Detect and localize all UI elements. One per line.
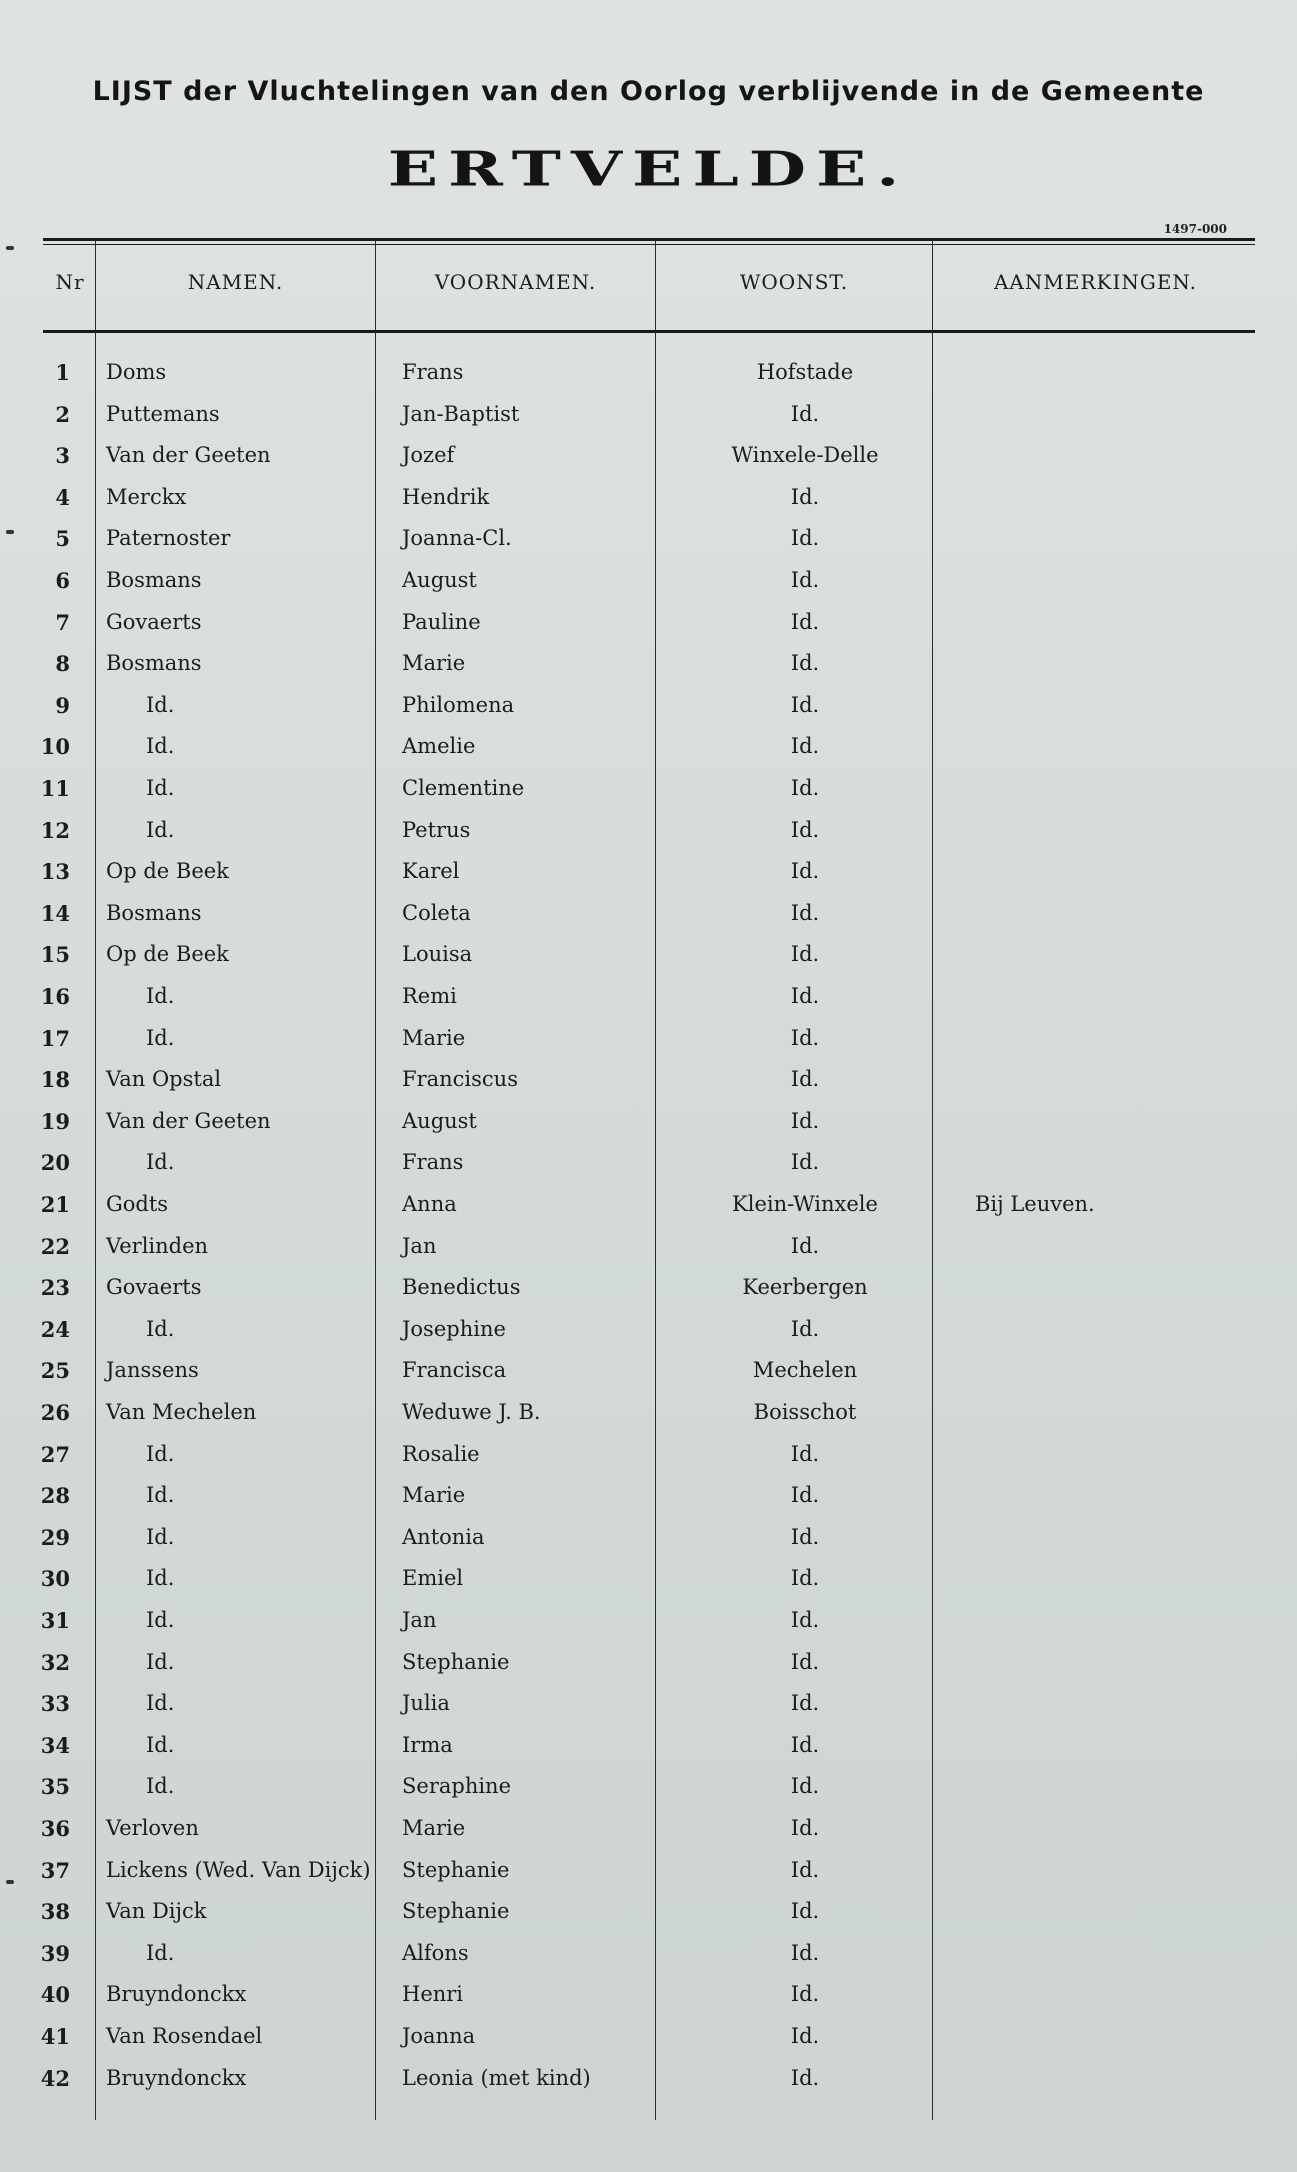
table-row <box>0 1067 1297 1107</box>
row-number: 21 <box>40 1192 70 1217</box>
print-code: 1497-000 <box>1163 222 1227 236</box>
row-woonst: Id. <box>790 1691 820 1716</box>
row-voornaam: Clementine <box>402 776 525 800</box>
table-row <box>0 1234 1297 1274</box>
row-naam: Van Mechelen <box>106 1400 257 1424</box>
row-naam: Id. <box>146 1940 175 1965</box>
column-header-nr: Nr <box>55 270 85 294</box>
row-number: 42 <box>40 2065 70 2091</box>
row-naam: Id. <box>146 1483 175 1508</box>
row-naam: Op de Beek <box>106 942 229 967</box>
row-woonst: Id. <box>790 1441 820 1466</box>
row-number: 37 <box>40 1857 70 1883</box>
table-row <box>0 734 1297 774</box>
table-row <box>0 1608 1297 1648</box>
row-number: 26 <box>40 1400 70 1425</box>
row-number: 27 <box>40 1441 70 1467</box>
row-number: 1 <box>55 360 70 385</box>
row-naam: Bosmans <box>106 651 202 676</box>
row-woonst: Id. <box>790 401 820 426</box>
row-woonst: Id. <box>790 1732 820 1757</box>
row-voornaam: Alfons <box>402 1940 469 1965</box>
row-woonst: Id. <box>790 609 820 634</box>
table-row <box>0 1483 1297 1523</box>
row-naam: Op de Beek <box>106 859 229 884</box>
row-number: 2 <box>55 401 70 427</box>
row-woonst: Id. <box>790 1940 820 1965</box>
row-number: 30 <box>40 1566 70 1592</box>
row-woonst: Id. <box>790 900 820 925</box>
table-row <box>0 1026 1297 1066</box>
row-woonst: Klein-Winxele <box>732 1192 878 1216</box>
row-woonst: Id. <box>790 817 820 842</box>
table-row <box>0 1109 1297 1149</box>
row-voornaam: Jan <box>402 1233 437 1258</box>
row-number: 31 <box>40 1608 70 1633</box>
row-voornaam: Marie <box>402 1025 466 1050</box>
row-voornaam: Remi <box>402 984 457 1008</box>
table-row <box>0 1400 1297 1440</box>
row-naam: Verloven <box>106 1816 199 1840</box>
row-number: 3 <box>55 443 70 469</box>
row-number: 29 <box>40 1524 70 1550</box>
row-woonst: Id. <box>790 1108 820 1133</box>
row-woonst: Hofstade <box>756 360 854 384</box>
row-naam: Bruyndonckx <box>106 1982 247 2007</box>
row-naam: Janssens <box>106 1358 199 1383</box>
row-voornaam: Josephine <box>402 1316 506 1341</box>
row-voornaam: Weduwe J. B. <box>402 1400 541 1424</box>
table-row <box>0 1982 1297 2022</box>
row-woonst: Id. <box>790 1233 820 1258</box>
table-row <box>0 1566 1297 1606</box>
table-row <box>0 1358 1297 1398</box>
row-woonst: Id. <box>790 1857 820 1882</box>
row-number: 40 <box>40 1982 70 2008</box>
row-naam: Id. <box>146 734 175 759</box>
row-woonst: Id. <box>790 984 820 1008</box>
row-naam: Van der Geeten <box>106 443 271 468</box>
table-row <box>0 984 1297 1024</box>
header-rule-top <box>43 238 1255 241</box>
table-row <box>0 859 1297 899</box>
row-voornaam: Marie <box>402 651 466 676</box>
row-voornaam: Stephanie <box>402 1649 510 1674</box>
row-naam: Van Rosendael <box>106 2024 263 2048</box>
row-voornaam: Benedictus <box>402 1275 521 1300</box>
row-number: 41 <box>40 2024 70 2049</box>
column-header-voornamen: VOORNAMEN. <box>434 270 597 294</box>
row-voornaam: Henri <box>402 1982 464 2007</box>
row-number: 7 <box>55 609 70 635</box>
punch-mark <box>6 246 14 250</box>
row-woonst: Id. <box>790 2065 820 2090</box>
row-number: 18 <box>40 1067 70 1093</box>
row-naam: Govaerts <box>106 1275 202 1300</box>
row-naam: Van Dijck <box>106 1899 207 1924</box>
row-number: 10 <box>40 734 70 760</box>
row-woonst: Id. <box>790 1150 820 1175</box>
table-row <box>0 1192 1297 1232</box>
row-naam: Id. <box>146 1025 175 1050</box>
row-naam: Id. <box>146 1566 175 1591</box>
row-woonst: Id. <box>790 692 820 717</box>
row-voornaam: Hendrik <box>402 484 490 509</box>
row-naam: Id. <box>146 1316 175 1341</box>
table-row <box>0 610 1297 650</box>
row-voornaam: Pauline <box>402 609 481 634</box>
row-naam: Puttemans <box>106 401 220 426</box>
table-row <box>0 1275 1297 1315</box>
row-naam: Id. <box>146 817 175 842</box>
table-row <box>0 1858 1297 1898</box>
row-woonst: Id. <box>790 734 820 759</box>
row-number: 20 <box>40 1150 70 1176</box>
table-row <box>0 651 1297 691</box>
table-row <box>0 526 1297 566</box>
row-number: 28 <box>40 1483 70 1509</box>
row-voornaam: August <box>402 1108 477 1133</box>
row-voornaam: Stephanie <box>402 1899 510 1924</box>
row-woonst: Id. <box>790 1524 820 1549</box>
table-row <box>0 1317 1297 1357</box>
row-number: 22 <box>40 1233 70 1259</box>
table-row <box>0 1150 1297 1190</box>
table-row <box>0 693 1297 733</box>
table-row <box>0 1442 1297 1482</box>
row-number: 8 <box>55 651 70 677</box>
row-voornaam: Karel <box>402 859 460 884</box>
row-number: 34 <box>40 1732 70 1758</box>
punch-mark <box>6 1880 14 1884</box>
table-row <box>0 1525 1297 1565</box>
column-header-aanmerkingen: AANMERKINGEN. <box>993 270 1198 294</box>
row-naam: Id. <box>146 1691 175 1716</box>
row-woonst: Id. <box>790 1899 820 1924</box>
row-naam: Id. <box>146 1150 175 1175</box>
row-voornaam: Joanna-Cl. <box>402 526 512 551</box>
row-voornaam: Rosalie <box>402 1441 480 1466</box>
row-voornaam: Julia <box>402 1691 450 1716</box>
row-voornaam: Petrus <box>402 817 471 842</box>
table-row <box>0 818 1297 858</box>
row-voornaam: Emiel <box>402 1566 464 1591</box>
row-number: 5 <box>55 526 70 552</box>
table-row <box>0 485 1297 525</box>
row-number: 15 <box>40 942 70 968</box>
row-woonst: Boisschot <box>753 1400 857 1424</box>
row-voornaam: Stephanie <box>402 1857 510 1882</box>
row-naam: Id. <box>146 1774 175 1799</box>
row-number: 38 <box>40 1899 70 1925</box>
table-row <box>0 360 1297 400</box>
row-number: 23 <box>40 1275 70 1301</box>
table-row <box>0 1691 1297 1731</box>
row-number: 17 <box>40 1025 70 1051</box>
table-row <box>0 942 1297 982</box>
row-voornaam: Seraphine <box>402 1774 512 1799</box>
row-number: 12 <box>40 817 70 843</box>
row-naam: Govaerts <box>106 609 202 634</box>
row-number: 19 <box>40 1108 70 1134</box>
table-row <box>0 776 1297 816</box>
row-woonst: Id. <box>790 942 820 967</box>
row-woonst: Id. <box>790 859 820 884</box>
row-naam: Merckx <box>106 484 187 509</box>
row-voornaam: Louisa <box>402 942 473 967</box>
table-row <box>0 1899 1297 1939</box>
punch-mark <box>6 530 14 534</box>
row-woonst: Id. <box>790 568 820 592</box>
row-number: 4 <box>55 484 70 510</box>
row-voornaam: Joanna <box>402 2024 476 2048</box>
row-naam: Id. <box>146 1441 175 1466</box>
table-row <box>0 443 1297 483</box>
row-woonst: Id. <box>790 2024 820 2048</box>
row-naam: Bosmans <box>106 568 202 592</box>
row-woonst: Id. <box>790 1608 820 1632</box>
row-woonst: Id. <box>790 484 820 509</box>
row-voornaam: Frans <box>402 1150 464 1175</box>
row-woonst: Id. <box>790 1025 820 1050</box>
row-number: 14 <box>40 900 70 926</box>
row-naam: Doms <box>106 360 167 384</box>
row-number: 13 <box>40 859 70 885</box>
row-number: 32 <box>40 1649 70 1675</box>
row-naam: Bruyndonckx <box>106 2065 247 2090</box>
table-row <box>0 2024 1297 2064</box>
row-naam: Lickens (Wed. Van Dijck) <box>106 1857 371 1882</box>
table-row <box>0 1941 1297 1981</box>
row-voornaam: Frans <box>402 360 464 384</box>
row-voornaam: Jan <box>402 1608 437 1632</box>
row-naam: Id. <box>146 1608 175 1632</box>
row-number: 6 <box>55 568 70 593</box>
row-number: 35 <box>40 1774 70 1800</box>
town-title: ERTVELDE. <box>387 140 910 198</box>
header-rule-top-thin <box>43 244 1255 245</box>
row-woonst: Mechelen <box>752 1358 858 1383</box>
table-row <box>0 1733 1297 1773</box>
row-voornaam: Marie <box>402 1483 466 1508</box>
row-woonst: Id. <box>790 1982 820 2007</box>
row-naam: Id. <box>146 1524 175 1549</box>
row-voornaam: Jozef <box>402 443 455 468</box>
row-woonst: Id. <box>790 1067 820 1092</box>
row-number: 25 <box>40 1358 70 1384</box>
row-naam: Id. <box>146 1649 175 1674</box>
row-number: 9 <box>55 692 70 718</box>
row-naam: Id. <box>146 776 175 800</box>
row-naam: Van Opstal <box>106 1067 222 1092</box>
row-voornaam: Leonia (met kind) <box>402 2065 591 2090</box>
table-row <box>0 402 1297 442</box>
row-woonst: Id. <box>790 1483 820 1508</box>
header-rule-bottom <box>43 330 1255 333</box>
row-voornaam: Coleta <box>402 900 471 925</box>
table-row <box>0 1650 1297 1690</box>
row-woonst: Id. <box>790 776 820 800</box>
table-row <box>0 568 1297 608</box>
column-header-namen: NAMEN. <box>187 270 284 294</box>
row-naam: Id. <box>146 1732 175 1757</box>
row-number: 39 <box>40 1940 70 1966</box>
row-voornaam: Franciscus <box>402 1067 518 1092</box>
row-naam: Bosmans <box>106 900 202 925</box>
row-naam: Id. <box>146 984 175 1008</box>
row-voornaam: Anna <box>402 1192 457 1216</box>
row-woonst: Winxele-Delle <box>731 443 879 468</box>
row-naam: Godts <box>106 1192 169 1216</box>
table-row <box>0 2066 1297 2106</box>
row-number: 33 <box>40 1691 70 1717</box>
row-woonst: Id. <box>790 651 820 676</box>
row-voornaam: Philomena <box>402 692 515 717</box>
row-naam: Paternoster <box>106 526 231 551</box>
row-voornaam: Amelie <box>402 734 476 759</box>
row-voornaam: Irma <box>402 1732 453 1757</box>
row-voornaam: Jan-Baptist <box>402 401 520 426</box>
row-naam: Van der Geeten <box>106 1108 271 1133</box>
table-row <box>0 1816 1297 1856</box>
row-woonst: Id. <box>790 1649 820 1674</box>
row-woonst: Id. <box>790 1566 820 1591</box>
list-heading: LIJST der Vluchtelingen van den Oorlog verblijvende in de Gemeente <box>92 76 1205 107</box>
row-voornaam: Francisca <box>402 1358 507 1383</box>
row-woonst: Keerbergen <box>742 1275 868 1300</box>
row-woonst: Id. <box>790 1774 820 1799</box>
row-voornaam: Marie <box>402 1816 466 1840</box>
row-naam: Verlinden <box>106 1233 209 1258</box>
row-woonst: Id. <box>790 526 820 551</box>
row-woonst: Id. <box>790 1816 820 1840</box>
row-voornaam: August <box>402 568 477 592</box>
row-voornaam: Antonia <box>402 1524 485 1549</box>
table-row <box>0 1774 1297 1814</box>
row-number: 11 <box>40 776 70 801</box>
row-number: 36 <box>40 1816 70 1841</box>
row-naam: Id. <box>146 692 175 717</box>
row-number: 24 <box>40 1316 70 1342</box>
row-woonst: Id. <box>790 1316 820 1341</box>
row-number: 16 <box>40 984 70 1009</box>
row-aanmerking: Bij Leuven. <box>975 1192 1095 1216</box>
column-header-woonst: WOONST. <box>739 270 849 294</box>
table-row <box>0 901 1297 941</box>
